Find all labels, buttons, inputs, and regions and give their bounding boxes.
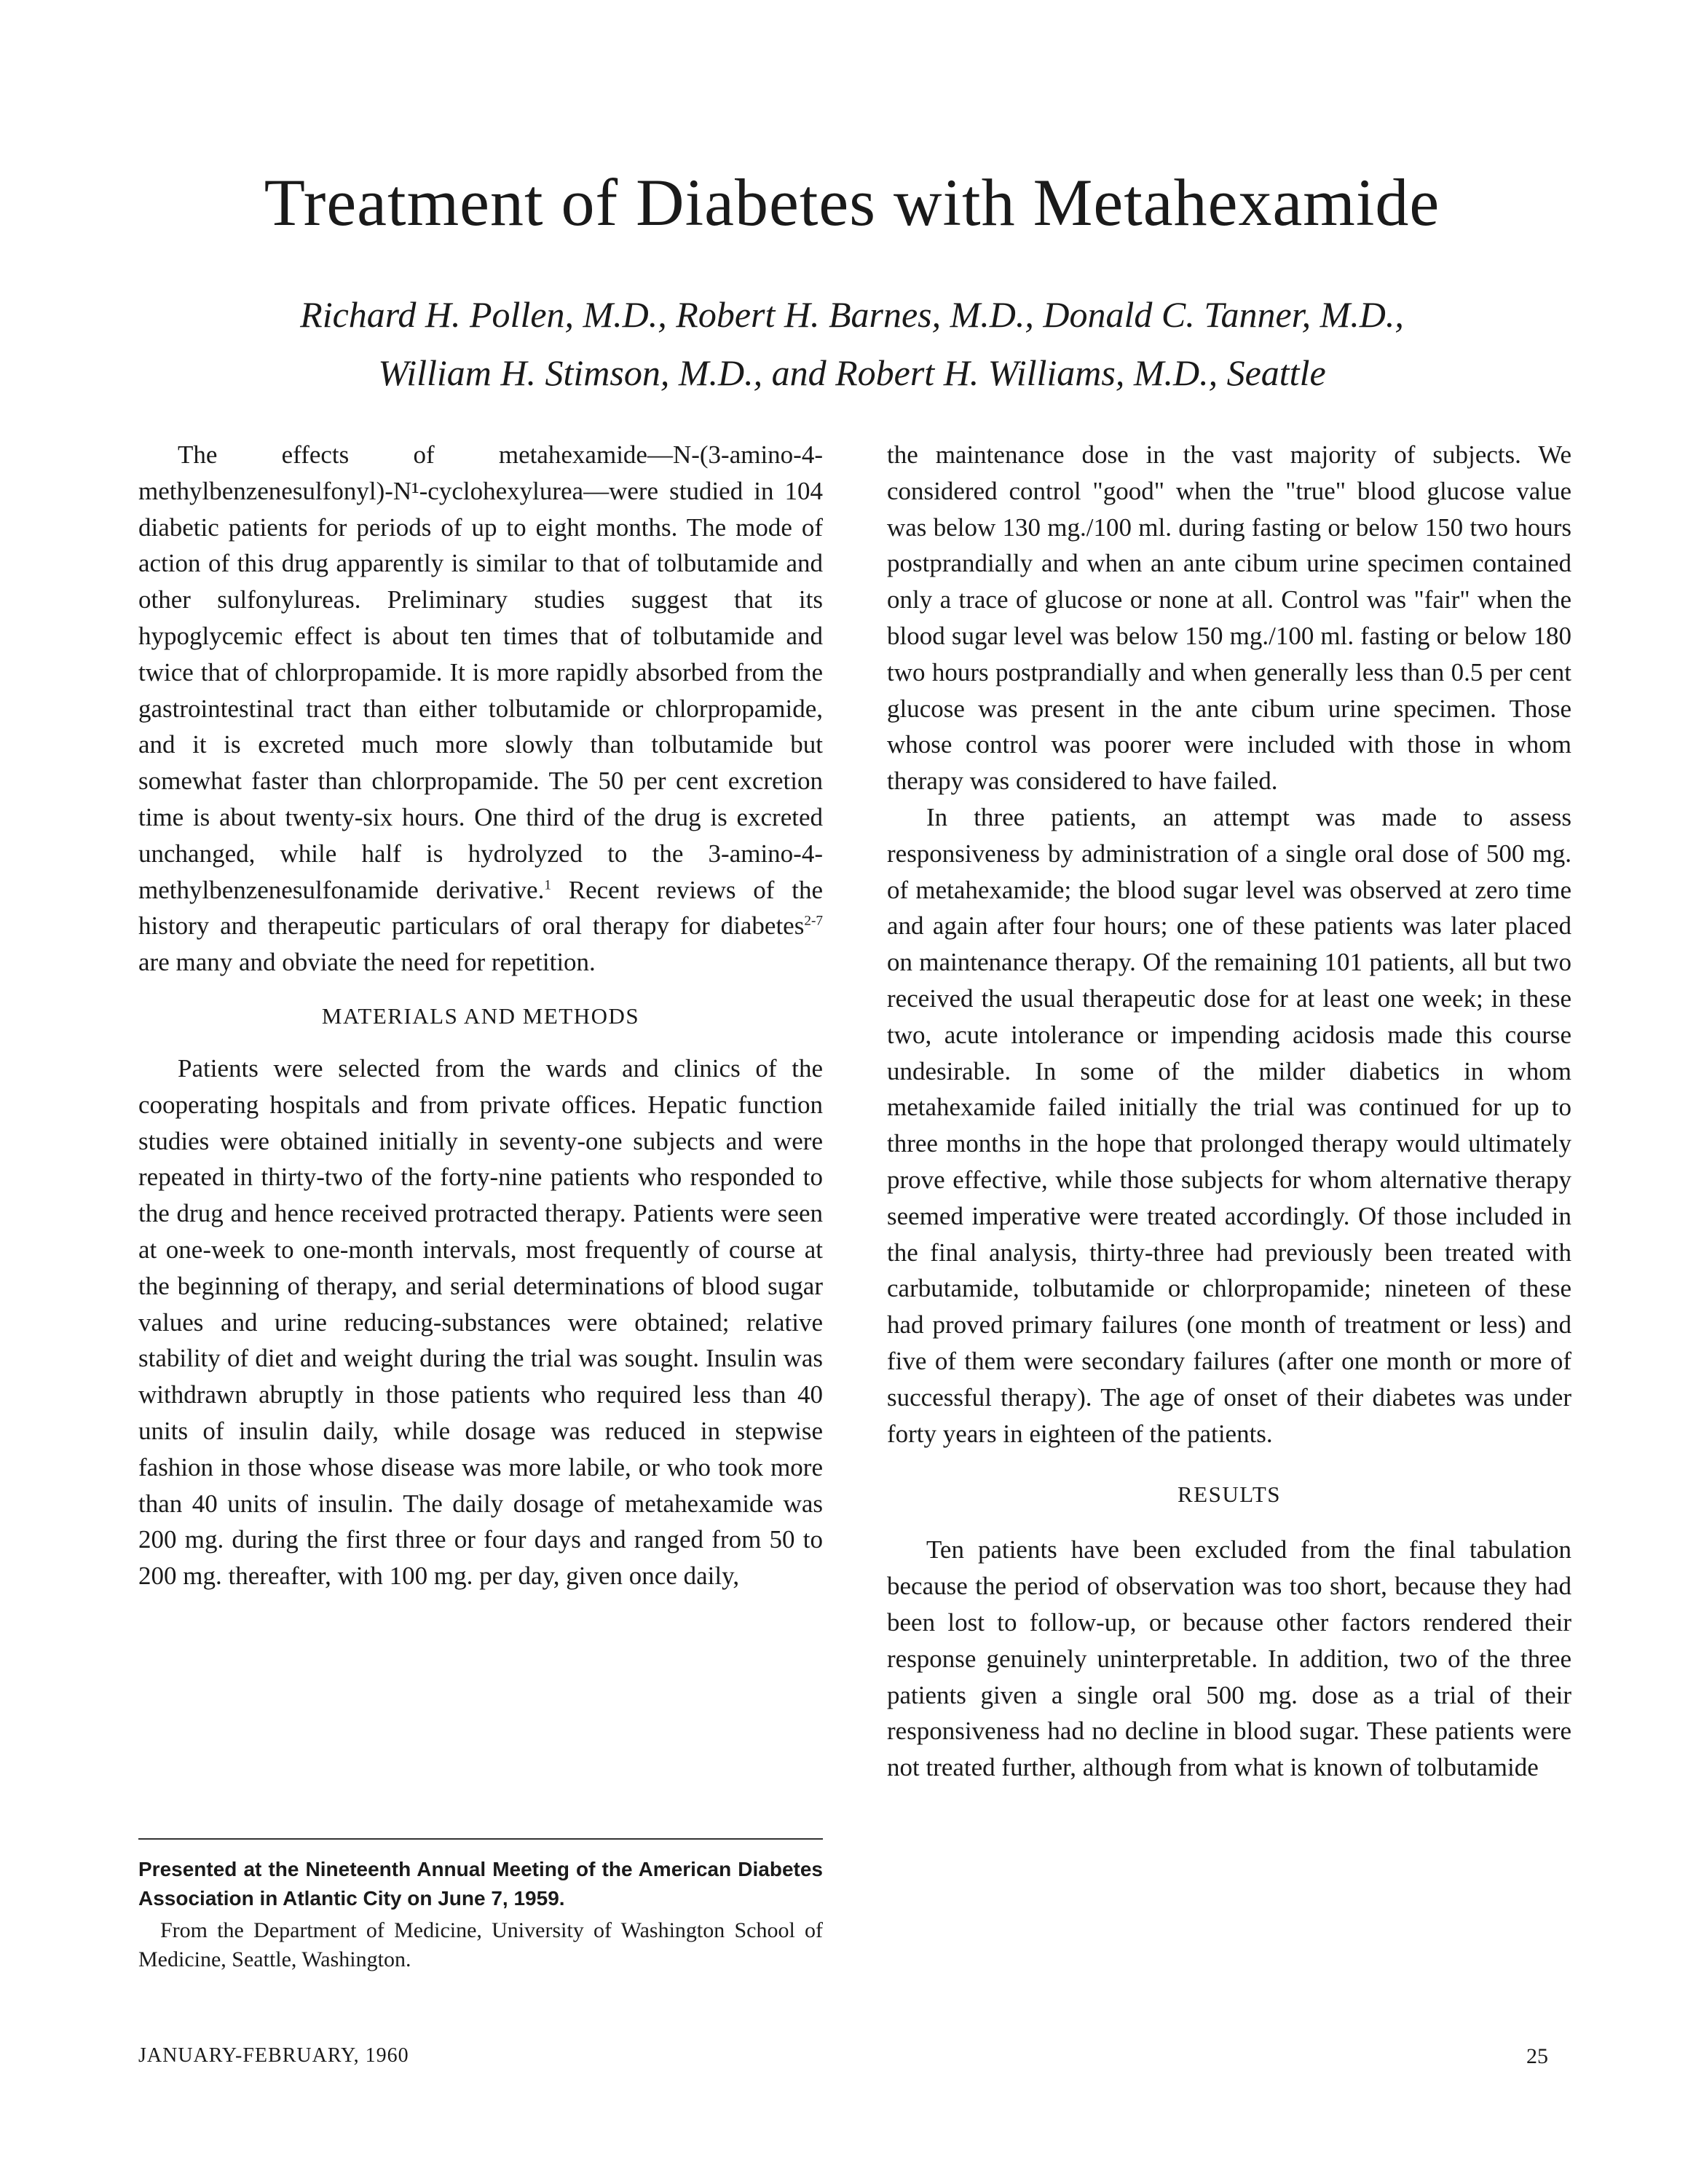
- reference-marker: 1: [544, 877, 551, 893]
- issue-date: JANUARY-FEBRUARY, 1960: [138, 2044, 409, 2067]
- intro-text: The effects of metahexamide—N-(3-amino-4-methylbenzenesulfonyl)-N¹-cyclohexylurea—were studied in 104 diabetic patients for periods of up to eight months. The mode of action of this drug apparently is similar to that of tolbutamide and other sulfonylureas. Preliminary studies suggest that its hypoglycemic effect is about ten times that of tolbutamide and twice that of chlorpropamide. It is more rapidly absorbed from the gastrointestinal tract than either tolbutamide or chlorpropamide, and it is excreted much more slowly than tolbutamide but somewhat faster than chlorpropamide. The 50 per cent excretion time is about twenty-six hours. One third of the drug is excreted unchanged, while half is hydrolyzed to the 3-amino-4-methylbenzenesulfonamide derivative.: [138, 440, 823, 904]
- footnote-divider: [138, 1838, 823, 1840]
- footnote: [138, 1855, 823, 1974]
- footnote-affiliation: From the Department of Medicine, University of Washington School of Medicine, Seattle, Washington.: [138, 1918, 823, 1971]
- section-heading-results: RESULTS: [1177, 1481, 1281, 1508]
- page-number: 25: [1526, 2044, 1548, 2068]
- intro-text-end: are many and obviate the need for repetition.: [138, 948, 596, 977]
- author-list: [0, 285, 1704, 402]
- methods-paragraph: Patients were selected from the wards and clinics of the cooperating hospitals and from private offices. Hepatic function studies were obtained initially in seventy-one subjects and were repeated in thirty-two of the forty-nine patients who responded to the drug and hence received protracted therapy. Patients were seen at one-week to one-month intervals, most frequently of course at the beginning of therapy, and serial determinations of blood sugar values and urine reducing-substances were obtained; relative stability of diet and weight during the trial was sought. Insulin was withdrawn abruptly in those patients who required less than 40 units of insulin daily, while dosage was reduced in stepwise fashion in those whose disease was more labile, or who took more than 40 units of insulin. The daily dosage of metahexamide was 200 mg. during the first three or four days and ranged from 50 to 200 mg. thereafter, with 100 mg. per day, given once daily,: [138, 1053, 823, 1591]
- right-column: [887, 437, 1571, 1786]
- paragraph: In three patients, an attempt was made to assess responsiveness by administration of a single oral dose of 500 mg. of metahexamide; the blood sugar level was observed at zero time and again after four hours; one of these patients was later placed on maintenance therapy. Of the remaining 101 patients, all but two received the usual therapeutic dose for at least one week; in these two, acute intolerance or impending acidosis made this course undesirable. In some of the milder diabetics in whom metahexamide failed initially the trial was continued for up to three months in the hope that prolonged therapy would ultimately prove effective, while those subjects for whom alternative therapy seemed imperative were treated accordingly. Of those included in the final analysis, thirty-three had previously been treated with carbutamide, tolbutamide or chlorpropamide; nineteen of these had proved primary failures (one month of treatment or less) and five of them were secondary failures (after one month or more of successful therapy). The age of onset of their diabetes was under forty years in eighteen of the patients.: [887, 802, 1571, 1448]
- section-heading-methods: MATERIALS AND METHODS: [321, 1002, 640, 1029]
- intro-paragraph: [138, 437, 823, 981]
- article-title: Treatment of Diabetes with Metahexamide: [264, 165, 1440, 240]
- author-line-1: Richard H. Pollen, M.D., Robert H. Barnes, M.D., Donald C. Tanner, M.D.,: [300, 294, 1404, 335]
- footnote-presented: Presented at the Nineteenth Annual Meeting of the American Diabetes Association in Atlantic City on June 7, 1959.: [138, 1858, 823, 1910]
- results-paragraph: Ten patients have been excluded from the final tabulation because the period of observation was too short, because they had been lost to follow-up, or because other factors rendered their response genuinely uninterpretable. In addition, two of the three patients given a single oral 500 mg. dose as a trial of their responsiveness had no decline in blood sugar. These patients were not treated further, although from what is known of tolbutamide: [887, 1535, 1571, 1782]
- intro-text-cont: Recent reviews of the history and therapeutic particulars of oral therapy for diabetes: [138, 875, 823, 941]
- continued-paragraph: the maintenance dose in the vast majority of subjects. We considered control "good" when the "true" blood glucose value was below 130 mg./100 ml. during fasting or below 150 two hours postprandially and when an ante cibum urine specimen contained only a trace of glucose or none at all. Control was "fair" when the blood sugar level was below 150 mg./100 ml. fasting or below 180 two hours postprandially and when generally less than 0.5 per cent glucose was present in the ante cibum urine specimen. Those whose control was poorer were included with those in whom therapy was considered to have failed.: [887, 440, 1571, 796]
- reference-marker: 2-7: [804, 913, 823, 929]
- left-column: [138, 437, 823, 1594]
- author-line-2: William H. Stimson, M.D., and Robert H. Williams, M.D., Seattle: [378, 352, 1326, 393]
